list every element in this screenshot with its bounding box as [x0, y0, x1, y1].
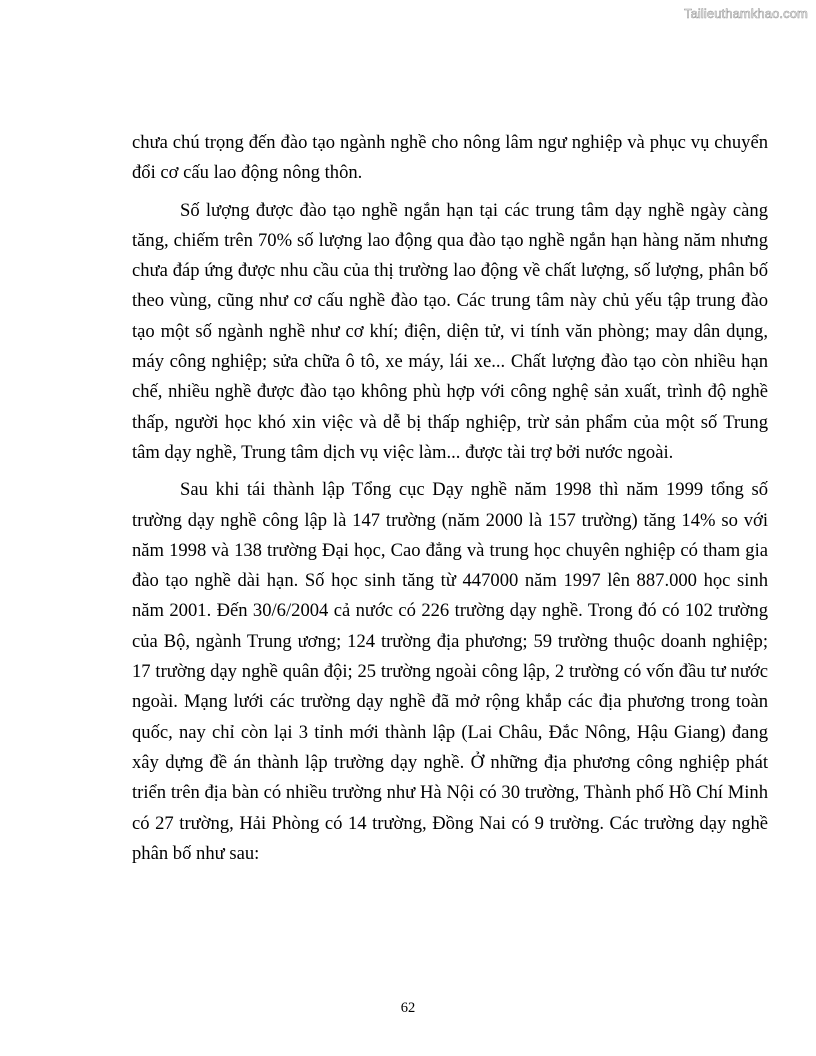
paragraph-continuation: chưa chú trọng đến đào tạo ngành nghề cho nông lâm ngư nghiệp và phục vụ chuyển đổi cơ cấu lao động nông thôn. — [132, 132, 768, 184]
document-body — [132, 128, 768, 876]
paragraph-vocational-schools: Sau khi tái thành lập Tổng cục Dạy nghề năm 1998 thì năm 1999 tổng số trường dạy nghề công lập là 147 trường (năm 2000 là 157 trường) tăng 14% so với năm 1998 và 138 trường Đại học, Cao đẳng và trung học chuyên nghiệp có tham gia đào tạo nghề dài hạn. Số học sinh tăng từ 447000 năm 1997 lên 887.000 học sinh năm 2001. Đến 30/6/2004 cả nước có 226 trường dạy nghề. Trong đó có 102 trường của Bộ, ngành Trung ương; 124 trường địa phương; 59 trường thuộc doanh nghiệp; 17 trường dạy nghề quân đội; 25 trường ngoài công lập, 2 trường có vốn đầu tư nước ngoài. Mạng lưới các trường dạy nghề đã mở rộng khắp các địa phương trong toàn quốc, nay chỉ còn lại 3 tỉnh mới thành lập (Lai Châu, Đắc Nông, Hậu Giang) đang xây dựng đề án thành lập trường dạy nghề. Ở những địa phương công nghiệp phát triển trên địa bàn có nhiều trường như Hà Nội có 30 trường, Thành phố Hồ Chí Minh có 27 trường, Hải Phòng có 14 trường, Đồng Nai có 9 trường. Các trường dạy nghề phân bố như sau: — [132, 479, 768, 864]
paragraph-short-term-training: Số lượng được đào tạo nghề ngắn hạn tại các trung tâm dạy nghề ngày càng tăng, chiếm trên 70% số lượng lao động qua đào tạo nghề ngắn hạn hàng năm nhưng chưa đáp ứng được nhu cầu của thị trường lao động về chất lượng, số lượng, phân bố theo vùng, cũng như cơ cấu nghề đào tạo. Các trung tâm này chủ yếu tập trung đào tạo một số ngành nghề như cơ khí; điện, diện tử, vi tính văn phòng; may dân dụng, máy công nghiệp; sửa chữa ô tô, xe máy, lái xe... Chất lượng đào tạo còn nhiều hạn chế, nhiều nghề được đào tạo không phù hợp với công nghệ sản xuất, trình độ nghề thấp, người học khó xin việc và dễ bị thấp nghiệp, trừ sản phẩm của một số Trung tâm dạy nghề, Trung tâm dịch vụ việc làm... được tài trợ bởi nước ngoài. — [132, 199, 768, 463]
page-number: 62 — [400, 1000, 416, 1016]
watermark-text: Tailieuthamkhao.com — [683, 6, 808, 21]
